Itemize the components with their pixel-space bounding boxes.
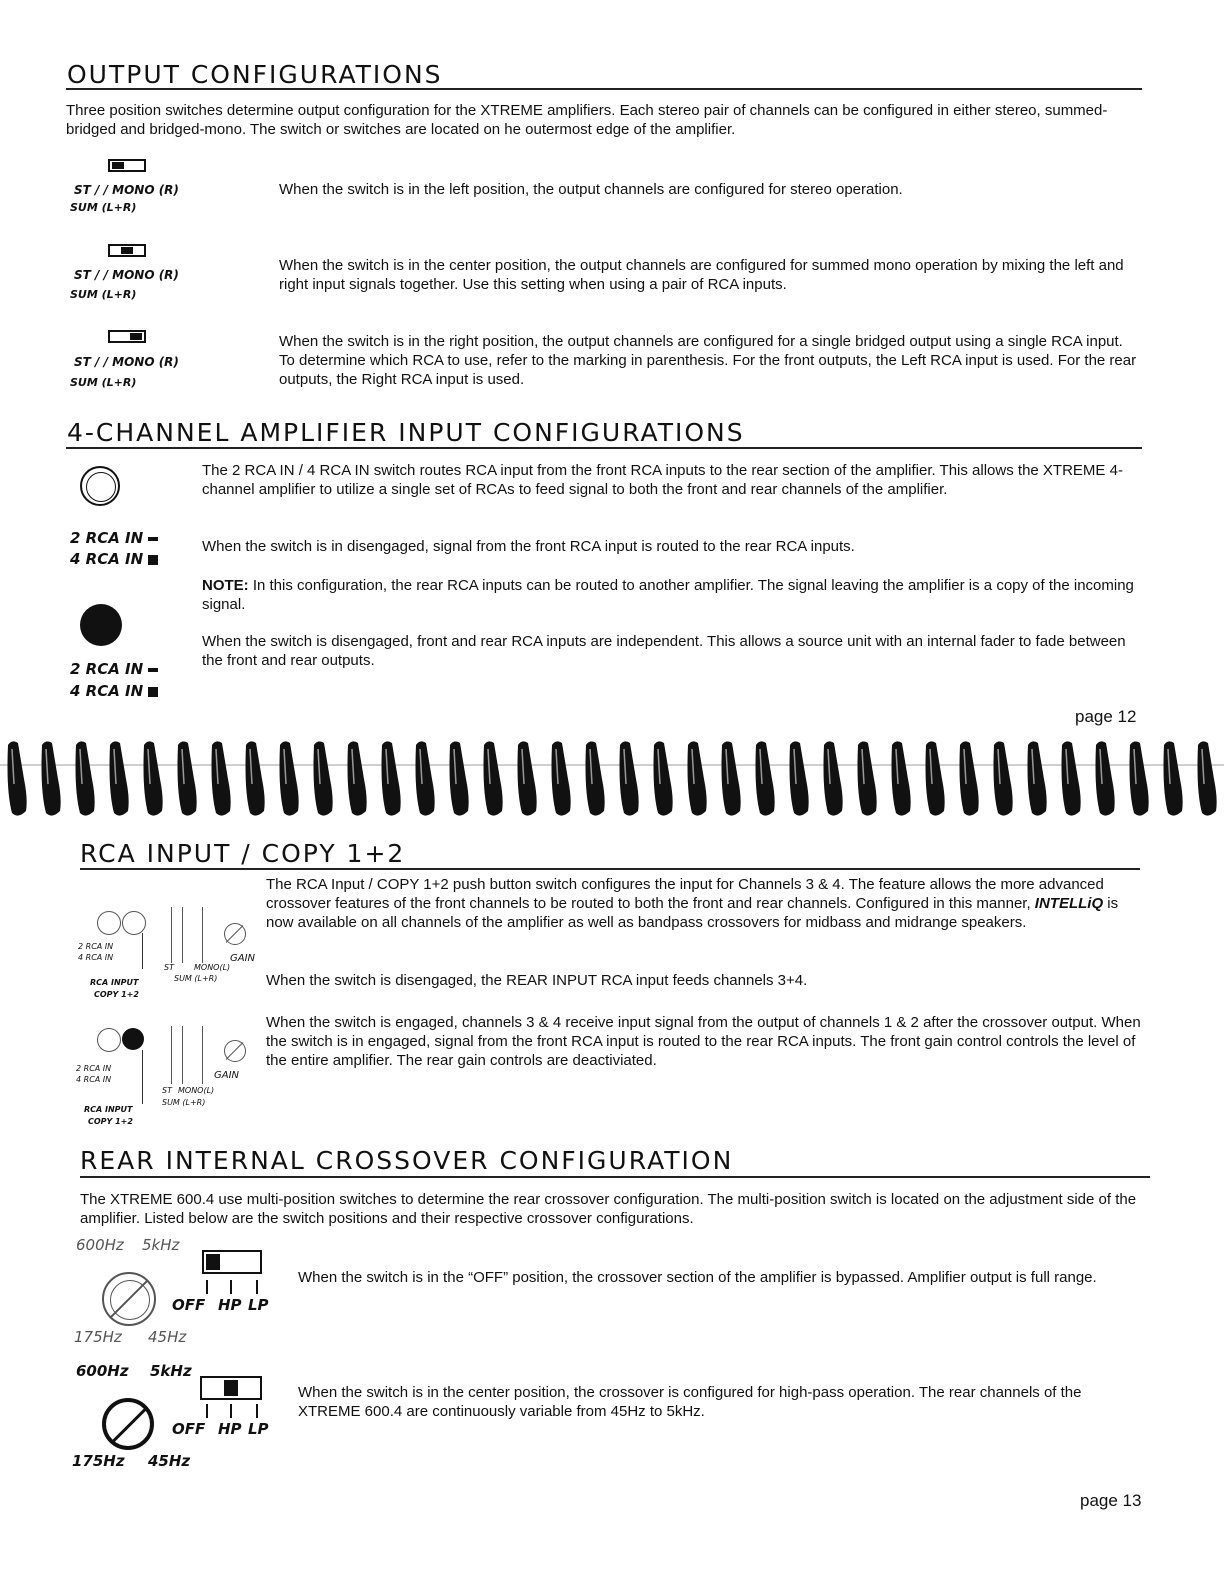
output-switch-right-figure — [70, 328, 270, 388]
rear-xover-heading: REAR INTERNAL CROSSOVER CONFIGURATION — [80, 1146, 734, 1175]
xover-hp-figure — [72, 1360, 282, 1475]
label-lp: LP — [248, 1296, 269, 1314]
output-heading: OUTPUT CONFIGURATIONS — [67, 60, 443, 89]
switch-label-bottom: SUM (L+R) — [70, 376, 137, 389]
xover-off-figure — [72, 1234, 282, 1349]
switch-label-bottom: SUM (L+R) — [70, 288, 137, 301]
gain-knob-icon — [224, 1040, 246, 1062]
rca-copy-figure-engaged — [72, 1022, 252, 1132]
switch-label-top: ST / / MONO (R) — [74, 355, 179, 369]
rca-copy-rule — [80, 868, 1140, 870]
fig-label-st: ST — [162, 1086, 172, 1095]
pushbutton-out-icon — [97, 1028, 121, 1052]
rca-copy-intro: The RCA Input / COPY 1+2 push button switch configures the input for Channels 3 & 4. The feature allows the more advanced crossover features of the front channels to be routed to both the front and rear channels. Configured in this manner, INTELLiQ is now available on all channels of the amplifier as well as bandpass crossovers for midbass and midrange speakers. — [266, 876, 1119, 931]
crossover-knob-icon — [102, 1272, 156, 1326]
fig-label-gain: GAIN — [230, 953, 256, 964]
fig-label-4rca: 4 RCA IN — [78, 953, 114, 962]
label-off: OFF — [172, 1296, 206, 1314]
rear-xover-intro: The XTREME 600.4 use multi-position switches to determine the rear crossover configuration. The multi-position switch is located on the adjustment side of the amplifier. Listed below are the switch positions and their respective crossover configurations. — [80, 1191, 1137, 1227]
four-channel-engaged: When the switch is disengaged, front and rear RCA inputs are independent. This allows a source unit with an internal fader to fade between the front and rear outputs. — [202, 633, 1126, 669]
fig-label-sum: SUM (L+R) — [162, 1098, 206, 1107]
output-intro: Three position switches determine output configuration for the XTREME amplifiers. Each stereo pair of channels can be configured in either stereo, summed-bridged and bridged-mono. The switch or switches are located on he outermost edge of the amplifier. — [66, 102, 1108, 138]
pushbutton-out-icon — [80, 466, 120, 506]
slide-switch-icon — [108, 244, 146, 257]
fig-label-sum: SUM (L+R) — [174, 974, 218, 983]
freq-45hz: 45Hz — [148, 1452, 191, 1470]
switch-label-top: ST / / MONO (R) — [74, 183, 179, 197]
rca-copy-figure-disengaged — [72, 905, 256, 1005]
pushbutton-in-icon — [122, 1028, 144, 1050]
output-item-right: When the switch is in the right position, the output channels are configured for a single bridged output using a single RCA input. To determine which RCA to use, refer to the marking in parenthesis. For the front outputs, the Left RCA input is used. For the rear outputs, the Right RCA input is used. — [279, 333, 1137, 388]
xover-hp-text: When the switch is in the center position, the crossover is configured for high-pass operation. The rear channels of the XTREME 600.4 are continuously variable from 45Hz to 5kHz. — [298, 1384, 1082, 1420]
rca-copy-disengaged: When the switch is disengaged, the REAR INPUT RCA input feeds channels 3+4. — [266, 972, 808, 989]
freq-5khz: 5kHz — [150, 1362, 192, 1380]
slide-switch-icon — [108, 330, 146, 343]
crossover-knob-icon — [102, 1398, 154, 1450]
xover-off-text: When the switch is in the “OFF” position, the crossover section of the amplifier is bypassed. Amplifier output is full range. — [298, 1269, 1097, 1286]
output-item-center: When the switch is in the center position, the output channels are configured for summed mono operation by mixing the left and right input signals together. Use this setting when using a pair of RCA inputs. — [279, 257, 1124, 293]
output-switch-left-figure — [70, 157, 270, 217]
rca-copy-engaged: When the switch is engaged, channels 3 & 4 receive input signal from the output of channels 1 & 2 after the crossover output. When the switch is in engaged, signal from the front RCA input is routed to the rear RCA inputs. The front gain control controls the level of the entire amplifier. The rear gain controls are deactiviated. — [266, 1014, 1141, 1069]
label-2rca-in-b: 2 RCA IN — [70, 660, 158, 678]
fig-label-rca-input: RCA INPUT — [84, 1105, 133, 1114]
slide-switch-icon — [108, 159, 146, 172]
label-4rca-in: 4 RCA IN — [70, 550, 158, 568]
four-channel-note: NOTE: In this configuration, the rear RCA inputs can be routed to another amplifier. The signal leaving the amplifier is a copy of the incoming signal. — [202, 577, 1134, 613]
fig-label-st: ST — [164, 963, 174, 972]
fig-label-mono: MONO(L) — [178, 1086, 215, 1095]
slide-switch-icon — [171, 1026, 203, 1084]
pushbutton-out-icon — [97, 911, 121, 935]
fig-label-rca-input: RCA INPUT — [90, 978, 139, 987]
output-switch-center-figure — [70, 242, 270, 302]
gain-knob-icon — [224, 923, 246, 945]
fig-label-2rca: 2 RCA IN — [78, 942, 114, 951]
three-position-switch-icon — [200, 1376, 262, 1400]
rca-copy-heading: RCA INPUT / COPY 1+2 — [80, 839, 406, 868]
rear-xover-rule — [80, 1176, 1150, 1178]
freq-45hz: 45Hz — [148, 1328, 187, 1346]
binding-strip-graphic — [0, 735, 1224, 820]
freq-175hz: 175Hz — [72, 1452, 125, 1470]
four-channel-intro: The 2 RCA IN / 4 RCA IN switch routes RCA input from the front RCA inputs to the rear section of the amplifier. This allows the XTREME 4-channel amplifier to utilize a single set of RCAs to feed signal to both the front and rear channels of the amplifier. — [202, 462, 1123, 498]
fig-label-copy: COPY 1+2 — [94, 990, 139, 999]
four-channel-rule — [66, 447, 1142, 449]
label-4rca-in-b: 4 RCA IN — [70, 682, 158, 700]
label-off: OFF — [172, 1420, 206, 1438]
freq-175hz: 175Hz — [74, 1328, 122, 1346]
freq-600hz: 600Hz — [76, 1362, 129, 1380]
page-number-13: page 13 — [1080, 1491, 1142, 1510]
pushbutton-in-icon — [80, 604, 122, 646]
label-lp: LP — [248, 1420, 269, 1438]
output-item-left: When the switch is in the left position, the output channels are configured for stereo operation. — [279, 181, 903, 198]
freq-600hz: 600Hz — [76, 1236, 124, 1254]
slide-switch-icon — [171, 907, 203, 963]
fig-label-gain: GAIN — [214, 1070, 240, 1081]
output-rule — [66, 88, 1142, 90]
label-hp: HP — [218, 1296, 242, 1314]
switch-label-bottom: SUM (L+R) — [70, 201, 137, 214]
pushbutton-out-icon — [122, 911, 146, 935]
label-2rca-in: 2 RCA IN — [70, 529, 158, 547]
fig-label-mono: MONO(L) — [194, 963, 231, 972]
fig-label-4rca: 4 RCA IN — [76, 1075, 112, 1084]
fig-label-2rca: 2 RCA IN — [76, 1064, 112, 1073]
switch-label-top: ST / / MONO (R) — [74, 268, 179, 282]
four-channel-heading: 4-CHANNEL AMPLIFIER INPUT CONFIGURATIONS — [67, 418, 745, 447]
label-hp: HP — [218, 1420, 242, 1438]
freq-5khz: 5kHz — [142, 1236, 180, 1254]
page-number-12: page 12 — [1075, 707, 1137, 726]
three-position-switch-icon — [202, 1250, 262, 1274]
four-channel-disengaged: When the switch is in disengaged, signal from the front RCA input is routed to the rear RCA inputs. — [202, 538, 855, 555]
fig-label-copy: COPY 1+2 — [88, 1117, 133, 1126]
